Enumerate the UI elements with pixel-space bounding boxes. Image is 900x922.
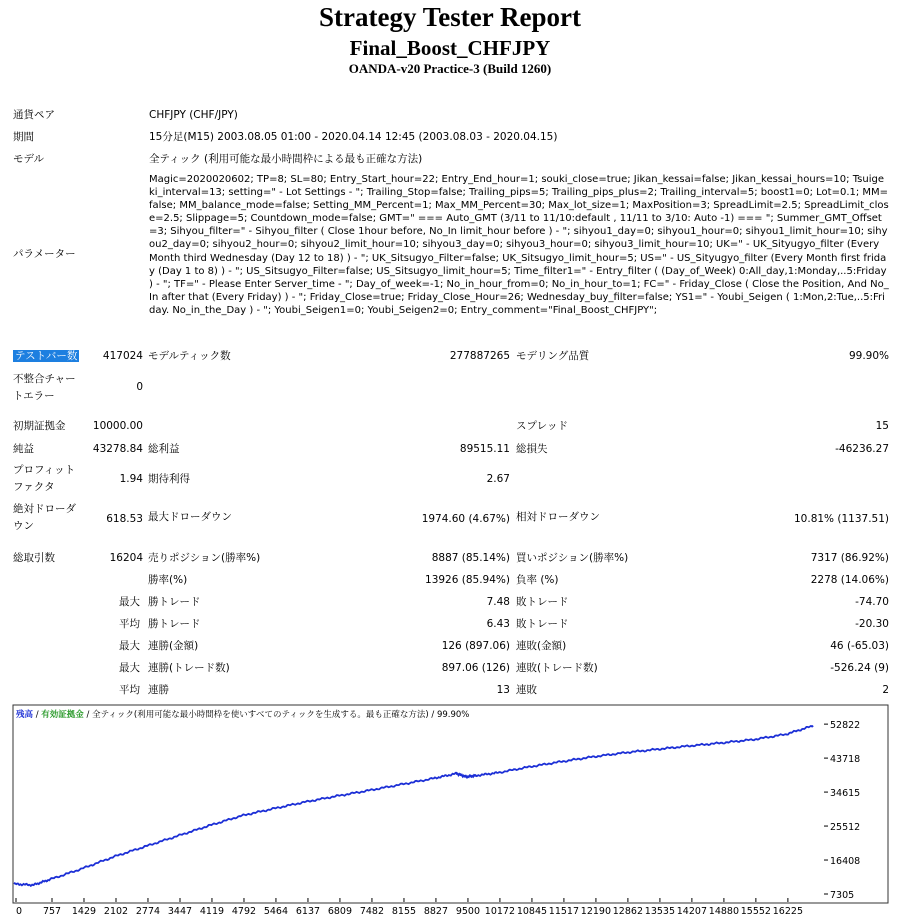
avg-win-label: 勝トレード [148,618,201,630]
win-value: 13926 (85.94%) [425,574,510,586]
x-tick-label: 6137 [295,906,321,917]
quality-value: 99.90% [848,350,889,362]
chart-legend [16,708,469,720]
largest-loss-label: 敗トレード [516,596,569,608]
long-value: 7317 (86.92%) [810,552,889,564]
params-value: Magic=2020020602; TP=8; SL=80; Entry_Start_hour=22; Entry_End_hour=1; souki_close=true; Jikan_kessai=false; Jikan_kessai_hours=10; Tsuigeki_interval=13; setting=" - Lot Settings - "; Trailing_Stop=false; Trailing_pips=5; Trailing_pips_plus=2; Trailing_interval=5; boost1=0; Lot=0.1; MM=false; MM_balance_mode=false; Setting_MM_Percent=1; Max_MM_Percent=30; Max_lot_size=1; MaxPosition=3; SpreadLimit=2.5; SpreadLimit_close=2.5; Slippage=5; Countdown_mode=false; GMT=" === Auto_GMT (3/11 to 11/10:default , 11/11 to 3/10: Auto -1) === "; Summer_GMT_Offset=3; Sihyou_filter=" - Sihyou_filter ( Close 1hour before, No_In limit_hour before ) - "; sihyou1_day=0; sihyou1_hour=0; sihyou1_limit_hour=10; sihyou2_day=0; sihyou2_hour=0; sihyou2_limit_hour=10; sihyou3_day=0; sihyou3_hour=0; sihyou3_limit_hour=10; UK=" - UK_Sityugyo_filter (Every Month third Wednesday (Day 12 to 18) ) - "; UK_Sitsugyo_Filter=false; UK_Sitsugyo_limit_hour=5; US=" - US_Sityugyo_filter (Every Month first friday (Day 1 to 8) ) - "; US_Sitsugyo_Filter=false; US_Sitsugyo_limit_hour=5; Time_filter1=" - Entry_filter ( (Day_of_Week) 0:All_day,1:Monday,..5:Friday ) - "; TF=" - Please Enter Server_time - "; Day_of_week=-1; No_in_hour_from=0; No_in_hour_to=1; FC=" - Friday_Close ( Close the Position, And No_In after that (Every Friday) ) - "; Friday_Close=true; Friday_Close_Hour=26; Wednesday_buy_filter=false; YS1=" - Youbi_Seigen ( 1:Mon,2:Tue,..5:Friday. No_in_the_Day ) - "; Youbi_Seigen1=0; Youbi_Seigen2=0; Entry_comment="Final_Boost_CHFJPY"; [149,174,889,316]
x-tick-label: 12862 [612,906,644,917]
net-value: 43278.84 [92,443,143,455]
max-consec-win-label: 連勝(金額) [148,640,199,652]
x-tick-label: 14880 [708,906,740,917]
x-tick-label: 13535 [644,906,676,917]
avg-consec-prefix: 平均 [119,684,140,696]
largest-prefix: 最大 [119,596,140,608]
report-build: OANDA-v20 Practice-3 (Build 1260) [348,61,552,76]
x-tick-label: 3447 [167,906,193,917]
model-value: 全ティック (利用可能な最小時間枠による最も正確な方法) [149,153,423,165]
x-tick-label: 16225 [772,906,804,917]
gross-profit-label: 総利益 [148,443,180,455]
gross-loss-label: 総損失 [516,443,548,455]
expected-label: 期待利得 [148,473,190,485]
abs-dd-value: 618.53 [106,513,143,525]
x-tick-label: 14207 [676,906,708,917]
x-tick-label: 8155 [391,906,417,917]
period-label: 期間 [13,131,34,143]
net-label: 純益 [13,443,34,455]
x-tick-label: 11517 [548,906,580,917]
bars-label-text: テストバー数 [15,350,78,362]
mismatch-label-1: 不整合チャー [13,373,76,385]
y-tick-label: 34615 [830,788,861,800]
max-consec-loss-label: 連敗(金額) [516,640,567,652]
x-tick-label: 7482 [359,906,385,917]
long-label: 買いポジション(勝率%) [516,552,629,564]
win-label: 勝率(%) [148,574,188,586]
ticks-value: 277887265 [449,350,510,362]
y-tick-label: 25512 [830,822,861,834]
pair-label: 通貨ペア [13,109,55,121]
period-value: 15分足(M15) 2003.08.05 01:00 - 2020.04.14 12:45 (2003.08.03 - 2020.04.15) [149,131,558,143]
mismatch-label-2: トエラー [13,390,55,402]
x-tick-label: 0 [16,906,23,917]
max-consec-lossamt-label: 連敗(トレード数) [516,662,598,674]
avg-loss-label: 敗トレード [516,618,569,630]
avg-consec-loss-label: 連敗 [516,684,537,696]
legend-balance: 残高 [16,710,34,720]
x-tick-label: 12190 [580,906,612,917]
deposit-value: 10000.00 [92,420,143,432]
expected-value: 2.67 [486,473,510,485]
rel-dd-value: 10.81% (1137.51) [794,513,889,525]
x-tick-label: 5464 [263,906,289,917]
avg-loss-value: -20.30 [855,618,889,630]
params-label: パラメーター [13,248,76,260]
chart-frame [13,705,888,903]
gross-profit-value: 89515.11 [459,443,510,455]
y-tick-label: 43718 [830,754,861,766]
max-consec-win-value: 126 (897.06) [441,640,510,652]
legend-sep: / [33,710,42,720]
x-tick-label: 10172 [484,906,516,917]
y-tick-label: 7305 [830,890,855,901]
x-tick-label: 10845 [516,906,548,917]
x-tick-label: 15552 [740,906,771,917]
gross-loss-value: -46236.27 [835,443,889,455]
spread-label: スプレッド [516,420,568,432]
x-tick-label: 757 [42,906,62,917]
x-tick-label: 2102 [103,906,129,917]
legend-description: / 全ティック(利用可能な最小時間枠を使いすべてのティックを生成する。最も正確な方法) / 99.90% [83,710,470,720]
avg-consec-win-value: 13 [496,684,510,696]
max-consec-loss-value: 46 (-65.03) [830,640,889,652]
x-tick-label: 1429 [71,906,97,917]
avg-win-value: 6.43 [486,618,510,630]
avg-consec-win-label: 連勝 [148,684,169,696]
report-subtitle: Final_Boost_CHFJPY [349,36,551,60]
loss-label: 負率 (%) [516,574,559,586]
max-consec-profit-value: 897.06 (126) [441,662,510,674]
rel-dd-label: 相対ドローダウン [516,511,600,523]
abs-dd-label-1: 絶対ドローダ [13,503,76,515]
avg-consec-loss-value: 2 [882,684,889,696]
trades-label: 総取引数 [13,552,55,564]
max-consec-profit-label: 連勝(トレード数) [148,662,230,674]
balance-chart-svg [12,704,889,918]
bars-value: 417024 [102,350,143,362]
y-tick-label: 52822 [830,720,861,732]
abs-dd-label-2: ウン [13,520,34,532]
max-dd-label: 最大ドローダウン [148,511,232,523]
x-tick-label: 6809 [327,906,353,917]
ticks-label: モデルティック数 [148,350,231,362]
pair-value: CHFJPY (CHF/JPY) [149,109,238,121]
short-label: 売りポジション(勝率%) [148,552,261,564]
short-value: 8887 (85.14%) [431,552,510,564]
x-tick-label: 4792 [231,906,257,917]
max-consec-lossamt-value: -526.24 (9) [830,662,889,674]
y-tick-label: 16408 [830,856,861,868]
model-label: モデル [13,153,44,165]
x-tick-label: 2774 [135,906,161,917]
spread-value: 15 [875,420,889,432]
pf-value: 1.94 [119,473,143,485]
report-title: Strategy Tester Report [319,2,581,32]
legend-margin: 有効証拠金 [41,710,84,720]
x-tick-label: 4119 [199,906,225,917]
max-dd-value: 1974.60 (4.67%) [421,513,510,525]
loss-value: 2278 (14.06%) [810,574,889,586]
mismatch-value: 0 [136,381,143,393]
pf-label-1: プロフィット [13,464,76,476]
deposit-label: 初期証拠金 [13,420,66,432]
x-tick-label: 9500 [455,906,481,917]
x-tick-label: 8827 [423,906,449,917]
max-consec-profit-prefix: 最大 [119,662,140,674]
trades-value: 16204 [109,552,143,564]
balance-chart [12,704,889,918]
pf-label-2: ファクタ [13,481,55,493]
average-prefix: 平均 [119,618,140,630]
largest-loss-value: -74.70 [855,596,889,608]
max-consec-prefix: 最大 [119,640,140,652]
largest-win-value: 7.48 [486,596,510,608]
largest-win-label: 勝トレード [148,596,201,608]
quality-label: モデリング品質 [516,350,590,362]
